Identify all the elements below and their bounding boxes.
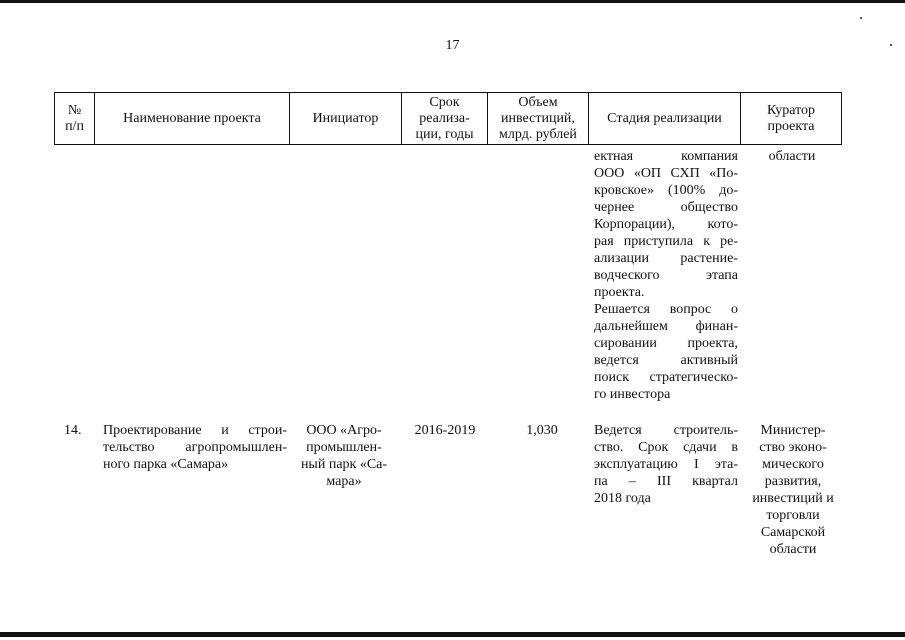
row-14-project-name: Проектирование и строи- тельство агропромышлен- ного парка «Самара» <box>103 423 287 472</box>
row-14-initiator: ООО «Агро- промышлен- ный парк «Са- мара» <box>300 423 388 489</box>
scan-edge-bottom <box>0 632 905 637</box>
row-14-investment-volume: 1,030 <box>526 423 558 438</box>
row-14-term: 2016-2019 <box>414 423 476 438</box>
header-stage: Стадия реализации <box>607 110 722 126</box>
row-14-stage: Ведется строитель- ство. Срок сдачи в эксплуатацию I эта- па – III квартал 2018 года <box>594 423 738 506</box>
header-project-name: Наименование проекта <box>123 110 261 126</box>
continued-stage-text: ектная компания ООО «ОП СХП «По- кровское» (100% до- чернее общество Корпорации), кото- рая приступила к ре- ализации растение- водческого этапа проекта. Решается вопрос о дальнейшем финан- сировании проекта, ведется активный поиск стратегическо- го инвестора <box>594 149 738 402</box>
header-term: Срок реализа- ции, годы <box>415 94 474 142</box>
header-initiator: Инициатор <box>312 110 379 126</box>
header-num: № п/п <box>65 102 84 134</box>
row-14-number: 14. <box>64 423 82 438</box>
header-curator: Куратор проекта <box>766 102 816 134</box>
table-header <box>54 92 842 145</box>
page-number: 17 <box>445 38 460 53</box>
scan-speck <box>860 17 862 19</box>
scan-edge-top <box>0 0 905 3</box>
continued-curator-text: области <box>768 149 816 164</box>
row-14-curator: Министер- ство эконо- мического развития, инвестиций и торговли Самарской области <box>752 423 834 557</box>
header-investment-volume: Объем инвестиций, млрд. рублей <box>499 94 577 142</box>
